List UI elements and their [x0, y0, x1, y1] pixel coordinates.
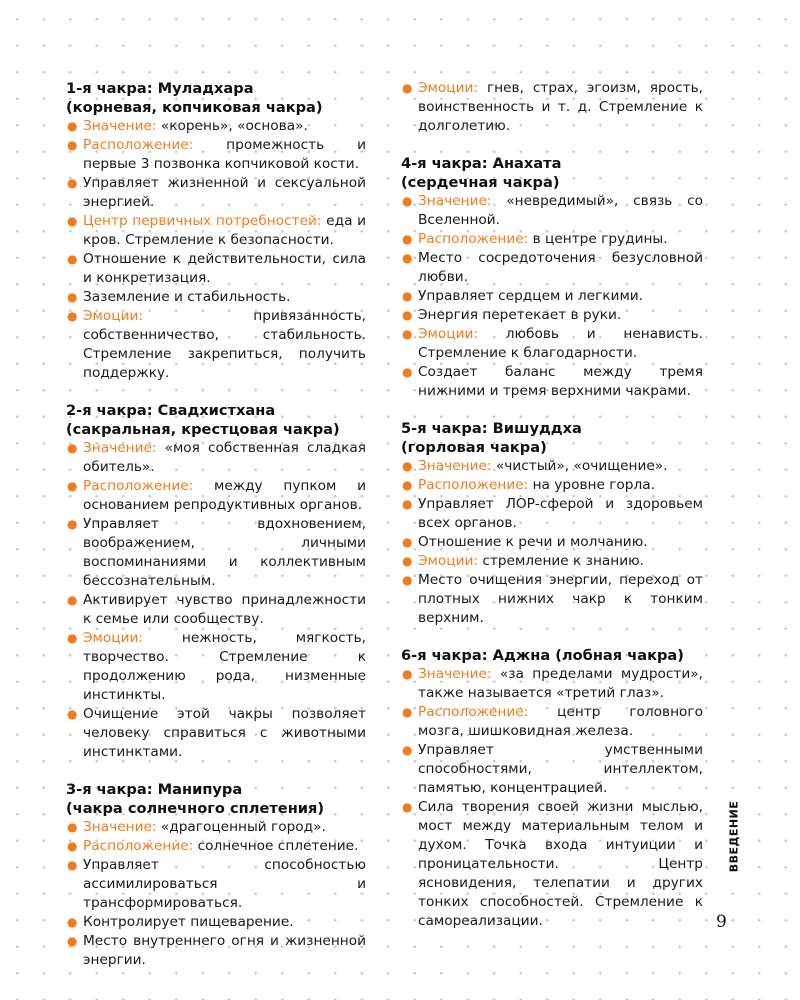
item-text: Управляет сердцем и легкими. — [418, 288, 644, 304]
bullet-dot-icon: ● — [67, 934, 78, 948]
chakra-section — [66, 780, 366, 970]
item-text: привязанность, собственничество, стабильность. Стремление закрепиться, получить поддержку. — [83, 308, 366, 381]
bullet-dot-icon: ● — [67, 441, 78, 455]
bullet-list — [66, 117, 366, 383]
bullet-dot-icon: ● — [402, 554, 413, 568]
list-item — [401, 287, 703, 306]
bullet-dot-icon: ● — [402, 743, 413, 757]
section-side-tab — [724, 800, 744, 880]
bullet-dot-icon: ● — [402, 194, 413, 208]
bullet-dot-icon: ● — [67, 517, 78, 531]
item-label: Значение: — [83, 440, 157, 456]
section-title: 1-я чакра: Муладхара (корневая, копчиковая чакра) — [66, 80, 323, 116]
item-label: Значение: — [418, 666, 492, 682]
bullet-dot-icon: ● — [67, 839, 78, 853]
item-text: Управляет жизненной и сексуальной энергией. — [83, 175, 366, 210]
item-label: Расположение: — [418, 704, 529, 720]
item-text: на уровне горла. — [528, 477, 655, 493]
item-label: Эмоции: — [83, 308, 143, 324]
bullet-dot-icon: ● — [67, 252, 78, 266]
list-item — [401, 79, 703, 136]
item-text: Управляет ЛОР-сферой и здоровьем всех органов. — [418, 496, 703, 531]
bullet-dot-icon: ● — [67, 631, 78, 645]
section-title: 4-я чакра: Анахата (сердечная чакра) — [401, 155, 562, 191]
bullet-dot-icon: ● — [402, 81, 413, 95]
item-text: «моя собственная сладкая обитель». — [83, 440, 366, 475]
item-text: Очищение этой чакры позволяет человеку справиться с животными инстинктами. — [83, 706, 366, 760]
item-text: «невредимый», связь со Вселенной. — [418, 193, 703, 228]
item-label: Значение: — [418, 193, 492, 209]
item-text: «драгоценный город». — [156, 819, 326, 835]
list-item — [401, 306, 703, 325]
bullet-dot-icon: ● — [67, 214, 78, 228]
item-text: нежность, мягкость, творчество. Стремление к продолжению рода, низменные инстинкты. — [83, 630, 366, 703]
item-label: Расположение: — [418, 477, 529, 493]
item-text: Создает баланс между тремя нижними и тремя верхними чакрами. — [418, 364, 703, 399]
item-label: Расположение: — [418, 231, 529, 247]
item-text: солнечное сплетение. — [193, 838, 359, 854]
item-text: Управляет способностью ассимилироваться и трансформироваться. — [83, 857, 366, 911]
item-text: Управляет вдохновением, воображением, личными воспоминаниями и коллективным бессознательным. — [83, 516, 366, 589]
list-item — [401, 533, 703, 552]
bullet-list — [66, 439, 366, 762]
bullet-dot-icon: ● — [402, 365, 413, 379]
item-label: Значение: — [83, 118, 157, 134]
list-item — [66, 136, 366, 174]
item-text: «чистый», «очищение». — [491, 458, 668, 474]
bullet-dot-icon: ● — [67, 176, 78, 190]
list-item — [401, 665, 703, 703]
bullet-dot-icon: ● — [402, 705, 413, 719]
bullet-dot-icon: ● — [402, 497, 413, 511]
bullet-list — [401, 457, 703, 628]
bullet-dot-icon: ● — [67, 119, 78, 133]
item-text: любовь и ненависть. Стремление к благодарности. — [418, 326, 703, 361]
bullet-dot-icon: ● — [402, 478, 413, 492]
list-item — [401, 457, 703, 476]
item-text: в центре грудины. — [528, 231, 668, 247]
item-label: Расположение: — [83, 137, 194, 153]
list-item — [66, 856, 366, 913]
list-item — [66, 212, 366, 250]
chakra-section — [66, 79, 366, 383]
left-column — [66, 79, 366, 988]
item-text: Место внутреннего огня и жизненной энергии. — [83, 933, 366, 968]
section-title: 6-я чакра: Аджна (лобная чакра) — [401, 647, 684, 664]
item-text: Управляет умственными способностями, интеллектом, памятью, концентрацией. — [418, 742, 703, 796]
bullet-dot-icon: ● — [67, 290, 78, 304]
item-label: Расположение: — [83, 478, 194, 494]
chakra-section — [66, 401, 366, 762]
list-item — [66, 439, 366, 477]
item-label: Эмоции: — [418, 80, 478, 96]
list-item — [66, 818, 366, 837]
bullet-dot-icon: ● — [402, 251, 413, 265]
bullet-list — [401, 79, 703, 136]
item-text: промежность и первые 3 позвонка копчиковой кости. — [83, 137, 366, 172]
chakra-section — [401, 646, 703, 931]
item-text: стремление к знанию. — [477, 553, 645, 569]
list-item — [66, 288, 366, 307]
item-label: Эмоции: — [83, 630, 143, 646]
bullet-dot-icon: ● — [67, 138, 78, 152]
item-label: Эмоции: — [418, 326, 478, 342]
list-item — [66, 705, 366, 762]
bullet-list — [401, 665, 703, 931]
section-title: 5-я чакра: Вишуддха (горловая чакра) — [401, 420, 582, 456]
list-item — [401, 495, 703, 533]
bullet-dot-icon: ● — [67, 309, 78, 323]
bullet-dot-icon: ● — [402, 327, 413, 341]
list-item — [66, 913, 366, 932]
list-item — [401, 249, 703, 287]
bullet-dot-icon: ● — [67, 707, 78, 721]
section-title: 3-я чакра: Манипура (чакра солнечного сплетения) — [66, 781, 325, 817]
list-item — [66, 629, 366, 705]
item-text: Активирует чувство принадлежности к семье или сообществу. — [83, 592, 366, 627]
bullet-dot-icon: ● — [67, 858, 78, 872]
list-item — [401, 363, 703, 401]
bullet-list — [401, 192, 703, 401]
bullet-dot-icon: ● — [67, 820, 78, 834]
item-text: Сила творения своей жизни мыслью, мост между материальным телом и духом. Точка входа интуиции и проницательности. Центр ясновидения, телепатии и других тонких способностей. Стремление к самореализации. — [418, 799, 703, 929]
item-label: Эмоции: — [418, 553, 478, 569]
bullet-list — [66, 818, 366, 970]
list-item — [401, 476, 703, 495]
list-item — [401, 571, 703, 628]
list-item — [401, 192, 703, 230]
list-item — [401, 230, 703, 249]
item-text: еда и кров. Стремление к безопасности. — [83, 213, 367, 248]
item-text: Отношение к речи и молчанию. — [418, 534, 648, 550]
item-text: Место очищения энергии, переход от плотных нижних чакр к тонким верхним. — [418, 572, 703, 626]
item-text: центр головного мозга, шишковидная железа. — [418, 704, 703, 739]
bullet-dot-icon: ● — [402, 308, 413, 322]
item-text: «корень», «основа». — [156, 118, 308, 134]
right-column — [401, 79, 703, 949]
item-label: Расположение: — [83, 838, 194, 854]
list-item — [66, 515, 366, 591]
bullet-dot-icon: ● — [402, 667, 413, 681]
list-item — [401, 325, 703, 363]
list-item — [66, 174, 366, 212]
item-label: Значение: — [418, 458, 492, 474]
bullet-dot-icon: ● — [67, 479, 78, 493]
bullet-dot-icon: ● — [402, 535, 413, 549]
item-text: гнев, страх, эгоизм, ярость, воинственность и т. д. Стремление к долголетию. — [418, 80, 703, 134]
list-item — [401, 703, 703, 741]
list-item — [66, 250, 366, 288]
bullet-dot-icon: ● — [402, 289, 413, 303]
item-text: Заземление и стабильность. — [83, 289, 291, 305]
list-item — [66, 591, 366, 629]
bullet-dot-icon: ● — [402, 573, 413, 587]
bullet-dot-icon: ● — [67, 593, 78, 607]
bullet-dot-icon: ● — [402, 232, 413, 246]
chakra-section — [401, 154, 703, 401]
item-text: Контролирует пищеварение. — [83, 914, 294, 930]
item-text: «за пределами мудрости», также называется «третий глаз». — [418, 666, 703, 701]
bullet-dot-icon: ● — [402, 800, 413, 814]
list-item — [401, 552, 703, 571]
item-label: Значение: — [83, 819, 157, 835]
list-item — [66, 837, 366, 856]
list-item — [66, 307, 366, 383]
bullet-dot-icon: ● — [402, 459, 413, 473]
list-item — [66, 932, 366, 970]
page-number: 9 — [716, 912, 727, 932]
list-item — [66, 117, 366, 136]
chakra-section — [401, 79, 703, 136]
chakra-section — [401, 419, 703, 628]
item-text: Энергия перетекает в руки. — [418, 307, 622, 323]
list-item — [401, 741, 703, 798]
bullet-dot-icon: ● — [67, 915, 78, 929]
side-tab-label: ВВЕДЕНИЕ — [727, 800, 741, 873]
section-title: 2-я чакра: Свадхистхана (сакральная, крестцовая чакра) — [66, 402, 340, 438]
item-text: Место сосредоточения безусловной любви. — [418, 250, 703, 285]
item-label: Центр первичных потребностей: — [83, 213, 322, 229]
item-text: между пупком и основанием репродуктивных органов. — [83, 478, 366, 513]
list-item — [66, 477, 366, 515]
list-item — [401, 798, 703, 931]
item-text: Отношение к действительности, сила и конкретизация. — [83, 251, 366, 286]
